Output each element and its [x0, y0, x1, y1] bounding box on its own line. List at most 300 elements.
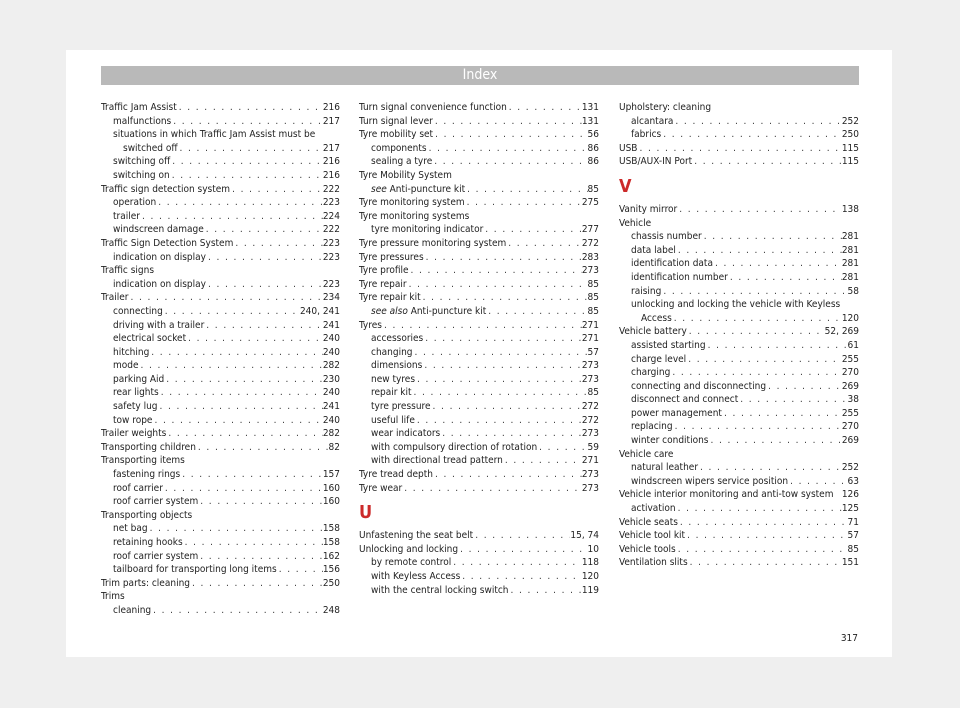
dot-leader: [451, 556, 582, 570]
page-reference: 224: [322, 210, 340, 222]
entry-term: chassis number: [631, 231, 702, 243]
index-subentry: [101, 115, 340, 129]
dot-leader: [186, 332, 323, 346]
index-subentry: [359, 183, 599, 197]
entry-term: Vehicle battery: [619, 326, 687, 338]
entry-term: switching on: [113, 169, 170, 181]
page-reference: 118: [581, 557, 599, 569]
dot-leader: [149, 346, 323, 360]
index-subentry: [359, 373, 599, 387]
entry-term: with directional tread pattern: [371, 455, 503, 467]
page-reference: 240: [322, 333, 340, 345]
index-column-3: [619, 101, 859, 570]
index-subentry: [101, 563, 340, 577]
entry-term: switched off: [123, 142, 178, 154]
page-reference: 216: [322, 169, 340, 181]
page-reference: 281: [841, 244, 859, 256]
entry-term: switching off: [113, 156, 171, 168]
entry-term: dimensions: [371, 360, 423, 372]
index-subentry: [619, 475, 859, 489]
dot-leader: [183, 536, 323, 550]
entry-term: fabrics: [631, 129, 662, 141]
entry-term: USB: [619, 142, 638, 154]
entry-term: roof carrier: [113, 482, 163, 494]
page-reference: 223: [322, 197, 340, 209]
entry-term: electrical socket: [113, 333, 187, 345]
page-reference: 282: [322, 360, 340, 372]
page-reference: 271: [581, 333, 599, 345]
index-entry: [101, 454, 340, 468]
dot-leader: [692, 155, 842, 169]
index-subentry: [619, 380, 859, 394]
entry-term: charge level: [631, 353, 687, 365]
dot-leader: [637, 142, 841, 156]
dot-leader: [204, 223, 323, 237]
entry-term: indication on display: [113, 278, 206, 290]
index-subentry: [101, 278, 340, 292]
entry-term: malfunctions: [113, 115, 172, 127]
entry-term: power management: [631, 407, 722, 419]
entry-term: Tyre tread depth: [359, 469, 433, 481]
entry-term: Trailer: [101, 292, 129, 304]
entry-term: wear indicators: [371, 428, 441, 440]
page-reference: 131: [581, 102, 599, 113]
dot-leader: [409, 264, 582, 278]
entry-term: with the central locking switch: [371, 584, 509, 596]
dot-leader: [509, 584, 582, 598]
page-reference: 281: [841, 271, 859, 283]
entry-term-with-see: [371, 305, 486, 319]
dot-leader: [163, 482, 323, 496]
entry-term: winter conditions: [631, 435, 709, 447]
dot-leader: [685, 529, 847, 543]
entry-term: Vanity mirror: [619, 203, 678, 215]
page-reference: 273: [581, 482, 599, 494]
index-subentry: [619, 312, 859, 326]
page-header: Index: [101, 66, 859, 85]
index-subentry: [101, 251, 340, 265]
index-entry: [619, 101, 859, 115]
dot-leader: [661, 128, 842, 142]
index-subentry: [359, 332, 599, 346]
dot-leader: [178, 142, 323, 156]
page-reference: 273: [581, 469, 599, 481]
dot-leader: [713, 257, 842, 271]
page-reference: 85: [587, 183, 599, 195]
dot-leader: [407, 278, 588, 292]
index-entry: [101, 577, 340, 591]
index-entry: [359, 278, 599, 292]
dot-leader: [507, 101, 582, 115]
entry-term: connecting: [113, 305, 163, 317]
index-subentry: [359, 305, 599, 319]
entry-term-with-see: [371, 183, 465, 197]
entry-term: Transporting objects: [101, 509, 193, 521]
dot-leader: [728, 271, 842, 285]
index-subentry: [359, 155, 599, 169]
index-subentry: [359, 142, 599, 156]
dot-leader: [766, 380, 842, 394]
index-entry: [619, 217, 859, 231]
page-reference: 273: [581, 360, 599, 372]
index-subentry: [619, 366, 859, 380]
index-subentry: [619, 230, 859, 244]
entry-term: tyre pressure: [371, 401, 431, 413]
page-reference: 252: [841, 462, 859, 474]
page-reference: 63: [847, 475, 859, 487]
dot-leader: [415, 414, 582, 428]
page-reference: 271: [581, 319, 599, 331]
entry-term: Upholstery: cleaning: [619, 102, 712, 113]
dot-leader: [382, 319, 582, 333]
entry-term: with compulsory direction of rotation: [371, 441, 538, 453]
page-number: 317: [840, 633, 858, 644]
index-entry: [359, 115, 599, 129]
index-subentry: [359, 400, 599, 414]
entry-term: Ventilation slits: [619, 557, 688, 569]
page-reference: 71: [847, 516, 859, 528]
index-subentry: [101, 550, 340, 564]
index-entry: [101, 427, 340, 441]
dot-leader: [465, 196, 582, 210]
entry-term: Tyre mobility set: [359, 129, 434, 141]
entry-term: sealing a tyre: [371, 156, 433, 168]
index-entry: [359, 128, 599, 142]
entry-term: Tyre monitoring systems: [359, 210, 470, 222]
dot-leader: [677, 203, 842, 217]
dot-leader: [688, 556, 842, 570]
dot-leader: [204, 319, 323, 333]
page-reference: 283: [581, 251, 599, 263]
page-reference: 119: [581, 584, 599, 596]
entry-term: roof carrier system: [113, 550, 199, 562]
index-subentry: [101, 522, 340, 536]
dot-leader: [460, 570, 582, 584]
page-reference: 10: [587, 543, 599, 555]
dot-leader: [483, 223, 582, 237]
entry-term: windscreen damage: [113, 224, 204, 236]
dot-leader: [166, 427, 322, 441]
index-entry: [359, 529, 599, 543]
entry-term: by remote control: [371, 557, 452, 569]
page-reference: 131: [581, 115, 599, 127]
entry-term: alcantara: [631, 115, 674, 127]
dot-leader: [678, 516, 848, 530]
entry-term: cleaning: [113, 604, 152, 616]
page-reference: 158: [322, 523, 340, 535]
entry-term: activation: [631, 503, 676, 515]
page-reference: 125: [841, 503, 859, 515]
page-reference: 241: [322, 401, 340, 413]
index-subentry: [619, 353, 859, 367]
index-subentry: [101, 373, 340, 387]
dot-leader: [421, 291, 588, 305]
page-reference: 59: [587, 441, 599, 453]
index-subentry: [101, 536, 340, 550]
entry-term: Vehicle seats: [619, 516, 678, 528]
page-reference: 222: [322, 224, 340, 236]
dot-leader: [198, 495, 323, 509]
dot-leader: [738, 393, 847, 407]
dot-leader: [458, 543, 587, 557]
page-reference: 85: [587, 292, 599, 304]
index-subentry: [619, 420, 859, 434]
index-subentry: [619, 407, 859, 421]
index-section-letter: V: [619, 175, 632, 197]
page-reference: 120: [841, 312, 859, 324]
page-reference: 160: [322, 482, 340, 494]
index-subentry: [101, 169, 340, 183]
page-reference: 58: [847, 285, 859, 297]
dot-leader: [170, 155, 323, 169]
entry-term: Tyre monitoring system: [359, 197, 465, 209]
dot-leader: [427, 142, 588, 156]
entry-term: with Keyless Access: [371, 571, 461, 582]
page-reference: 85: [587, 387, 599, 399]
entry-term: situations in which Traffic Jam Assist must be: [113, 129, 316, 141]
dot-leader: [158, 400, 323, 414]
dot-leader: [148, 522, 323, 536]
entry-term: operation: [113, 197, 157, 209]
page-reference: 255: [841, 407, 859, 419]
entry-term: useful life: [371, 414, 415, 426]
index-subentry: [619, 393, 859, 407]
index-entry: [619, 325, 859, 339]
page-reference: 275: [581, 197, 599, 209]
dot-leader: [537, 441, 587, 455]
dot-leader: [440, 427, 582, 441]
page-reference: 120: [581, 571, 599, 582]
dot-leader: [230, 183, 323, 197]
entry-term: Traffic sign detection system: [101, 183, 231, 195]
entry-term: Unfastening the seat belt: [359, 530, 474, 542]
index-entry: [359, 264, 599, 278]
entry-term: changing: [371, 346, 413, 358]
page-reference: 157: [322, 469, 340, 481]
index-entry: [619, 155, 859, 169]
index-subentry: [619, 298, 859, 312]
entry-term: tailboard for transporting long items: [113, 564, 277, 576]
index-entry: [359, 169, 599, 183]
page-reference: 86: [587, 142, 599, 154]
entry-term: Tyre Mobility System: [359, 169, 452, 181]
index-entry: [101, 101, 340, 115]
entry-term: natural leather: [631, 462, 699, 474]
entry-term: roof carrier system: [113, 496, 199, 508]
page-reference: 85: [587, 305, 599, 317]
index-entry: [359, 251, 599, 265]
dot-leader: [422, 359, 582, 373]
entry-term: Tyre pressures: [359, 251, 424, 263]
index-entry: [619, 543, 859, 557]
dot-leader: [670, 366, 842, 380]
entry-term: fastening rings: [113, 469, 181, 481]
page-reference: 57: [587, 346, 599, 358]
entry-term: Trim parts: cleaning: [101, 577, 190, 589]
entry-term: Transporting children: [101, 441, 196, 453]
page-reference: 240: [322, 387, 340, 399]
index-subentry: [359, 223, 599, 237]
index-subentry: [619, 285, 859, 299]
page-reference: 61: [847, 339, 859, 351]
dot-leader: [206, 251, 323, 265]
index-entry: [619, 142, 859, 156]
entry-term: Trims: [101, 591, 125, 603]
dot-leader: [196, 441, 329, 455]
dot-leader: [486, 305, 587, 319]
entry-term: Tyre pressure monitoring system: [359, 237, 507, 249]
index-subentry: [619, 339, 859, 353]
page-reference: 234: [322, 292, 340, 304]
page-reference: 162: [322, 550, 340, 562]
entry-term: assisted starting: [631, 339, 706, 351]
index-entry: [619, 556, 859, 570]
entry-term: Trailer weights: [101, 428, 167, 440]
index-entry: [101, 509, 340, 523]
page-reference: 223: [322, 278, 340, 290]
entry-term: windscreen wipers service position: [631, 475, 789, 487]
index-subentry: [101, 346, 340, 360]
entry-term: hitching: [113, 346, 150, 358]
index-entry: [101, 183, 340, 197]
index-subentry: [101, 319, 340, 333]
dot-leader: [152, 414, 322, 428]
entry-term: USB/AUX-IN Port: [619, 156, 693, 168]
page-reference: 126: [841, 489, 859, 501]
page-reference: 222: [322, 183, 340, 195]
page-reference: 271: [581, 455, 599, 467]
dot-leader: [431, 400, 582, 414]
dot-leader: [139, 359, 323, 373]
dot-leader: [673, 115, 841, 129]
page-reference: 82: [328, 441, 340, 453]
entry-term: Tyre wear: [359, 482, 403, 494]
entry-term: identification number: [631, 271, 728, 283]
index-subentry: [619, 461, 859, 475]
entry-term: Turn signal lever: [359, 115, 433, 127]
index-subentry: [101, 223, 340, 237]
dot-leader: [706, 339, 848, 353]
dot-leader: [402, 482, 582, 496]
page-reference: 85: [587, 278, 599, 290]
dot-leader: [156, 196, 323, 210]
index-entry: [101, 264, 340, 278]
entry-term: Unlocking and locking: [359, 543, 459, 555]
index-entry: [101, 590, 340, 604]
page-reference: 277: [581, 224, 599, 236]
index-entry: [101, 237, 340, 251]
index-entry: [359, 237, 599, 251]
index-entry: [101, 441, 340, 455]
entry-term: data label: [631, 244, 676, 256]
entry-term: replacing: [631, 421, 673, 433]
page-reference: 240, 241: [299, 305, 340, 317]
index-subentry: [619, 128, 859, 142]
index-subentry: [101, 359, 340, 373]
page-reference: 240: [322, 414, 340, 426]
entry-term: Vehicle interior monitoring and anti-tow system: [619, 489, 834, 501]
index-subentry: [101, 155, 340, 169]
page-reference: 270: [841, 367, 859, 379]
dot-leader: [506, 237, 582, 251]
page-reference: 217: [322, 142, 340, 154]
index-subentry: [101, 305, 340, 319]
index-entry: [619, 529, 859, 543]
page-reference: 281: [841, 258, 859, 270]
index-subentry: [101, 142, 340, 156]
page-reference: 156: [322, 564, 340, 576]
page-reference: 151: [841, 557, 859, 569]
page-reference: 216: [322, 156, 340, 168]
entry-term: Access: [641, 312, 672, 324]
index-subentry: [619, 502, 859, 516]
page-reference: 223: [322, 237, 340, 249]
index-subentry: [619, 271, 859, 285]
entry-term: Vehicle tools: [619, 543, 676, 555]
page-reference: 216: [322, 102, 340, 113]
index-entry: [619, 448, 859, 462]
page-reference: 240: [322, 346, 340, 358]
entry-term: Tyre repair: [359, 278, 407, 290]
dot-leader: [722, 407, 842, 421]
index-subentry: [619, 244, 859, 258]
index-subentry: [101, 386, 340, 400]
dot-leader: [164, 373, 323, 387]
entry-term: tyre monitoring indicator: [371, 224, 484, 236]
dot-leader: [180, 468, 323, 482]
dot-leader: [413, 346, 588, 360]
page-reference: 158: [322, 537, 340, 548]
entry-term: Traffic signs: [101, 265, 155, 277]
index-column-2: [359, 101, 599, 597]
index-entry: [619, 516, 859, 530]
dot-leader: [433, 115, 582, 129]
dot-leader: [128, 291, 322, 305]
dot-leader: [163, 305, 300, 319]
see-reference: see: [371, 183, 387, 195]
page-reference: 252: [841, 115, 859, 127]
entry-term: Traffic Sign Detection System: [101, 237, 234, 249]
page-reference: 160: [322, 496, 340, 508]
entry-term: tow rope: [113, 414, 153, 426]
index-subentry: [359, 441, 599, 455]
entry-term: identification data: [631, 258, 713, 270]
page-reference: 272: [581, 237, 599, 249]
page-reference: 217: [322, 115, 340, 127]
page-reference: 250: [322, 577, 340, 589]
page-reference: 115: [841, 142, 859, 154]
index-subentry: [619, 257, 859, 271]
page-reference: 248: [322, 604, 340, 616]
dot-leader: [415, 373, 582, 387]
dot-leader: [676, 543, 848, 557]
entry-term: disconnect and connect: [631, 394, 739, 406]
entry-term: repair kit: [371, 387, 412, 399]
page-reference: 241: [322, 319, 340, 331]
page-reference: 255: [841, 353, 859, 365]
index-subentry: [619, 115, 859, 129]
dot-leader: [277, 563, 323, 577]
index-entry: [359, 196, 599, 210]
page-reference: 223: [322, 251, 340, 263]
see-reference: see also: [371, 305, 408, 317]
entry-term: charging: [631, 367, 671, 379]
page-reference: 85: [847, 543, 859, 555]
entry-term: Tyre profile: [359, 265, 409, 277]
dot-leader: [702, 230, 842, 244]
entry-term: parking Aid: [113, 373, 165, 385]
page-reference: 269: [841, 435, 859, 447]
